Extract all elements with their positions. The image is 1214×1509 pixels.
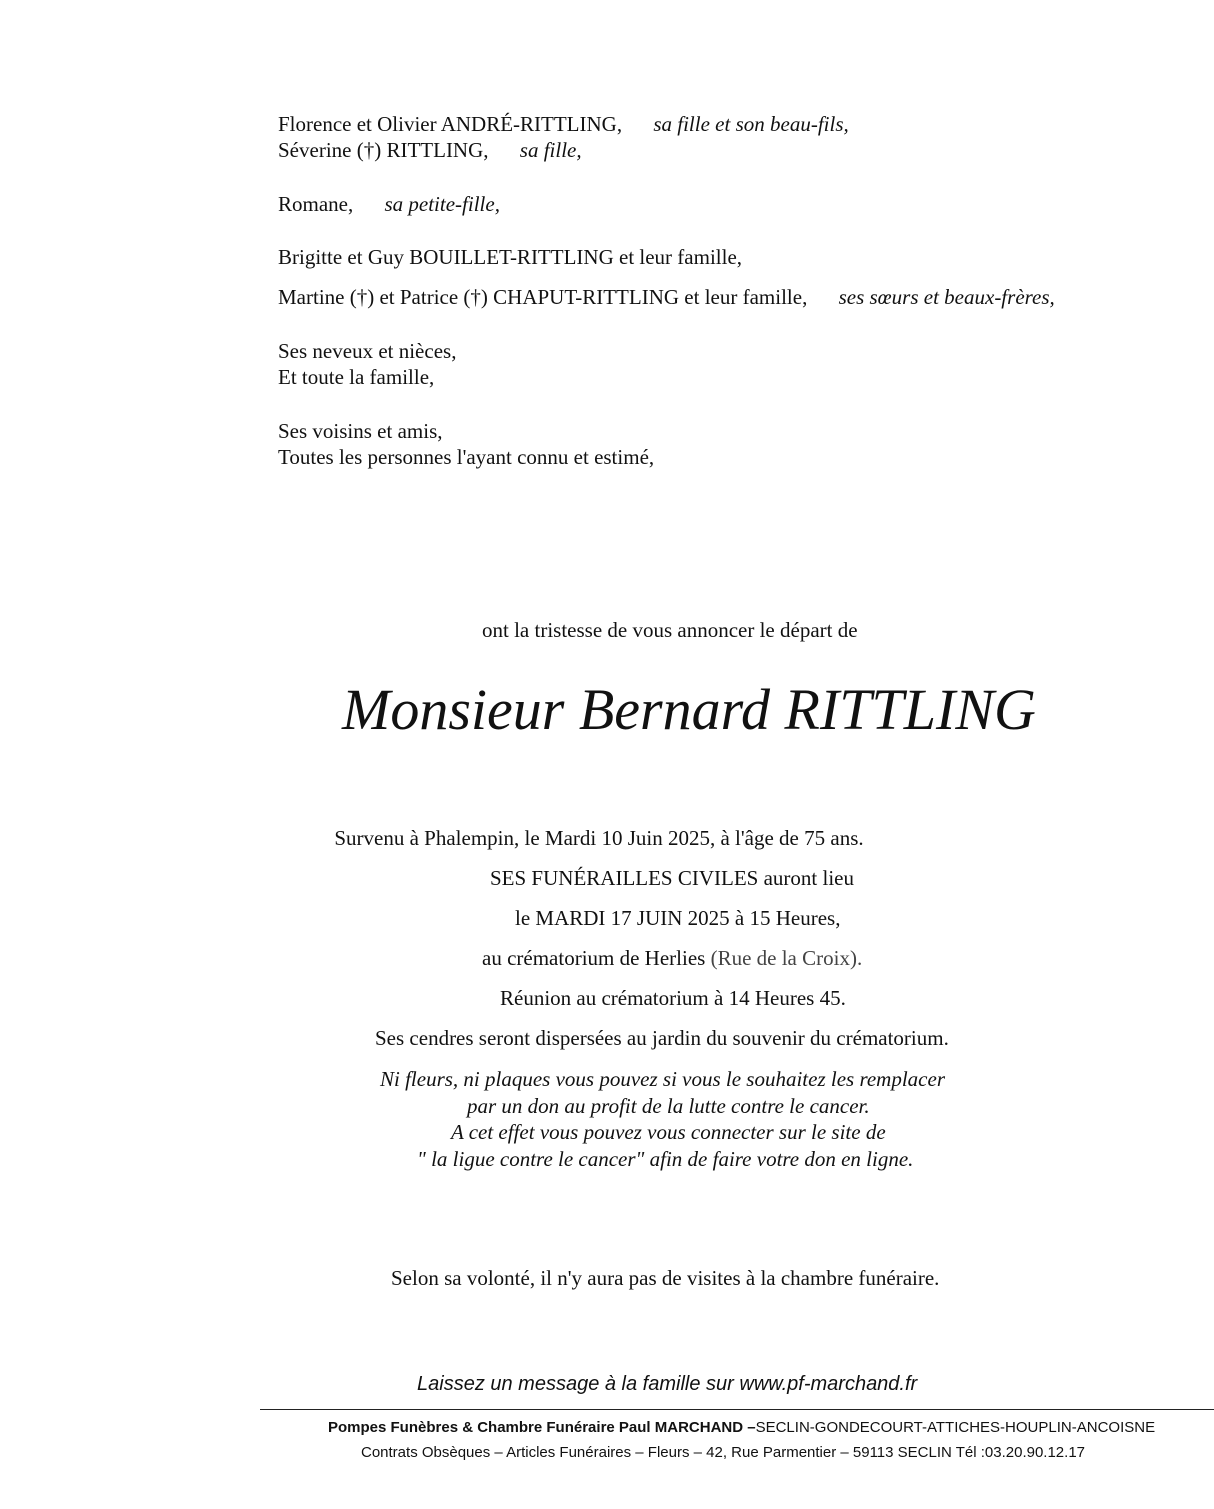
family-line [278, 444, 654, 470]
family-line [278, 338, 456, 364]
announcement-text: ont la tristesse de vous annoncer le départ de [482, 618, 858, 642]
visits-note: Selon sa volonté, il n'y aura pas de visites à la chambre funéraire. [391, 1266, 940, 1290]
family-names: Florence et Olivier ANDRÉ-RITTLING, [278, 112, 623, 136]
family-line [278, 111, 849, 137]
footer-contact: Contrats Obsèques – Articles Funéraires – Fleurs – 42, Rue Parmentier – 59113 SECLIN Tél :03.20.90.12.17 [361, 1444, 1086, 1461]
footer-message: Laissez un message à la famille sur www.pf-marchand.fr [417, 1373, 918, 1395]
donation-line: " la ligue contre le cancer" afin de faire votre don en ligne. [417, 1147, 914, 1171]
funeral-place [482, 946, 862, 971]
ashes-note: Ses cendres seront dispersées au jardin du souvenir du crématorium. [375, 1026, 949, 1050]
footer-divider [260, 1409, 1214, 1410]
funeral-date: le MARDI 17 JUIN 2025 à 15 Heures, [515, 906, 841, 930]
family-line [278, 244, 742, 270]
family-line [278, 418, 443, 444]
meeting-time: Réunion au crématorium à 14 Heures 45. [500, 986, 846, 1010]
death-details: Survenu à Phalempin, le Mardi 10 Juin 2025, à l'âge de 75 ans. [334, 826, 864, 850]
family-line [278, 191, 500, 217]
funeral-type: SES FUNÉRAILLES CIVILES auront lieu [490, 866, 854, 890]
footer-company: Pompes Funèbres & Chambre Funéraire Paul MARCHAND – [328, 1419, 756, 1436]
family-line [278, 137, 582, 163]
donation-line: par un don au profit de la lutte contre le cancer. [467, 1094, 870, 1118]
family-names: Séverine (†) RITTLING, [278, 138, 489, 162]
place-name: au crématorium de Herlies [482, 946, 706, 970]
donation-line: Ni fleurs, ni plaques vous pouvez si vous le souhaitez les remplacer [380, 1067, 945, 1091]
family-role: sa fille et son beau-fils, [653, 112, 849, 136]
deceased-name: Monsieur Bernard RITTLING [342, 677, 1036, 742]
place-address: (Rue de la Croix). [710, 946, 863, 970]
family-line [278, 364, 434, 390]
family-names: Ses neveux et nièces, [278, 339, 457, 363]
family-names: Brigitte et Guy BOUILLET-RITTLING et leur famille, [278, 245, 743, 269]
family-names: Toutes les personnes l'ayant connu et estimé, [278, 445, 655, 469]
family-role: ses sœurs et beaux-frères, [838, 285, 1055, 309]
footer-company-line [328, 1419, 1155, 1436]
footer-towns: SECLIN-GONDECOURT-ATTICHES-HOUPLIN-ANCOISNE [755, 1419, 1156, 1436]
donation-line: A cet effet vous pouvez vous connecter sur le site de [451, 1120, 886, 1144]
family-role: sa petite-fille, [384, 192, 500, 216]
family-names: Ses voisins et amis, [278, 419, 443, 443]
family-names: Et toute la famille, [278, 365, 435, 389]
family-names: Martine (†) et Patrice (†) CHAPUT-RITTLING et leur famille, [278, 285, 808, 309]
family-line [278, 284, 1055, 310]
family-role: sa fille, [519, 138, 582, 162]
family-names: Romane, [278, 192, 354, 216]
